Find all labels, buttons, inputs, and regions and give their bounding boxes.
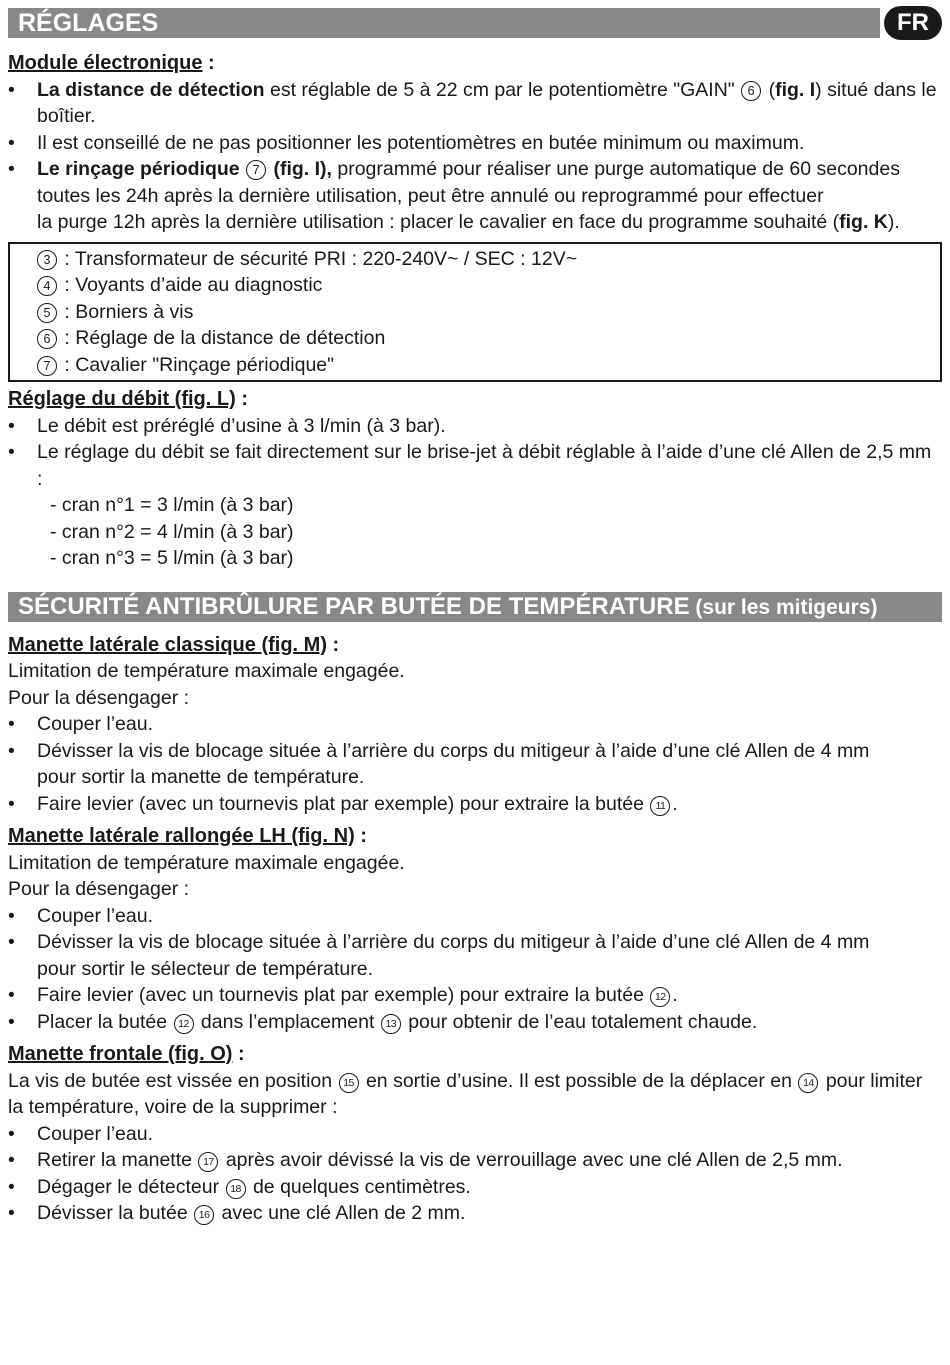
cran-item: - cran n°1 = 3 l/min (à 3 bar) — [50, 494, 294, 516]
cran-item: - cran n°3 = 5 l/min (à 3 bar) — [50, 547, 294, 569]
callout-number: 4 — [37, 276, 57, 296]
list-item: • Faire levier (avec un tournevis plat par exemple) pour extraire la butée 12 . — [8, 982, 942, 1009]
legend-item: 4 : Voyants d’aide au diagnostic — [36, 272, 940, 299]
list-item: • La distance de détection est réglable de 5 à 22 cm par le potentiomètre "GAIN" 6 (fig. I) situé dans le boîtier. — [8, 77, 942, 130]
callout-number: 11 — [650, 796, 670, 816]
paragraph: Pour la désengager : — [8, 878, 190, 900]
callout-number: 13 — [381, 1014, 401, 1034]
list-item: • Placer la butée 12 dans l’emplacement 13 pour obtenir de l’eau totalement chaude. — [8, 1009, 942, 1036]
callout-number: 14 — [798, 1073, 818, 1093]
legend-item: 7 : Cavalier "Rinçage périodique" — [36, 352, 940, 379]
heading-manette-rallongee: Manette latérale rallongée LH (fig. N) : — [8, 825, 367, 847]
list-item: • Le rinçage périodique 7 (fig. I), programmé pour réaliser une purge automatique de 60 secondes toutes les 24h après la dernière utilisation, peut être annulé ou reprogrammé pour effectuer la purge 12h après la dernière utilisation : placer le cavalier en face du programme souhaité (fig. K). — [8, 156, 942, 236]
cran-item: - cran n°2 = 4 l/min (à 3 bar) — [50, 520, 294, 543]
language-badge: FR — [884, 6, 942, 40]
rallongee-list — [8, 903, 942, 1036]
callout-number: 15 — [339, 1073, 359, 1093]
callout-number: 7 — [246, 160, 266, 180]
list-item: • Couper l’eau. — [8, 903, 942, 930]
callout-number: 7 — [37, 356, 57, 376]
legend-item: 3 : Transformateur de sécurité PRI : 220-240V~ / SEC : 12V~ — [36, 246, 940, 273]
legend-box — [8, 242, 942, 383]
list-item: • Dévisser la vis de blocage située à l’arrière du corps du mitigeur à l’aide d’une clé Allen de 4 mm pour sortir la manette de température. — [8, 738, 942, 791]
frontale-list — [8, 1121, 942, 1227]
legend-item: 5 : Borniers à vis — [36, 299, 940, 326]
list-item: • Le réglage du débit se fait directement sur le brise-jet à débit réglable à l’aide d’une clé Allen de 2,5 mm : — [8, 439, 942, 492]
list-item: • Faire levier (avec un tournevis plat par exemple) pour extraire la butée 11 . — [8, 791, 942, 818]
list-item: • Il est conseillé de ne pas positionner les potentiomètres en butée minimum ou maximum. — [8, 130, 942, 157]
paragraph: Pour la désengager : — [8, 686, 190, 709]
callout-number: 6 — [37, 329, 57, 349]
callout-number: 16 — [194, 1205, 214, 1225]
section-title-securite-antibrulure: SÉCURITÉ ANTIBRÛLURE PAR BUTÉE DE TEMPÉRATURE (sur les mitigeurs) — [8, 592, 942, 622]
paragraph: La vis de butée est vissée en position 15 en sortie d’usine. Il est possible de la déplacer en 14 pour limiter — [8, 1069, 923, 1092]
heading-manette-classique: Manette latérale classique (fig. M) : — [8, 633, 340, 656]
callout-number: 5 — [37, 303, 57, 323]
callout-number: 18 — [226, 1179, 246, 1199]
callout-number: 12 — [174, 1014, 194, 1034]
callout-number: 12 — [650, 987, 670, 1007]
list-item: • Dégager le détecteur 18 de quelques centimètres. — [8, 1174, 942, 1201]
module-list — [8, 77, 942, 236]
paragraph: Limitation de température maximale engagée. — [8, 851, 405, 874]
debit-list — [8, 413, 942, 493]
list-item: • Couper l’eau. — [8, 711, 942, 738]
heading-reglage-debit: Réglage du débit (fig. L) : — [8, 388, 248, 410]
list-item: • Retirer la manette 17 après avoir dévissé la vis de verrouillage avec une clé Allen de 2,5 mm. — [8, 1147, 942, 1174]
classique-list — [8, 711, 942, 817]
document-page — [8, 8, 942, 1227]
list-item: • Dévisser la vis de blocage située à l’arrière du corps du mitigeur à l’aide d’une clé Allen de 4 mm pour sortir le sélecteur de température. — [8, 929, 942, 982]
heading-manette-frontale: Manette frontale (fig. O) : — [8, 1043, 245, 1065]
callout-number: 17 — [198, 1152, 218, 1172]
list-item: • Le débit est préréglé d’usine à 3 l/min (à 3 bar). — [8, 413, 942, 440]
callout-number: 3 — [37, 250, 57, 270]
paragraph: Limitation de température maximale engagée. — [8, 660, 405, 682]
section-title-reglages: RÉGLAGES — [8, 8, 880, 38]
callout-number: 6 — [741, 81, 761, 101]
paragraph: la température, voire de la supprimer : — [8, 1096, 338, 1118]
legend-item: 6 : Réglage de la distance de détection — [36, 325, 940, 352]
list-item: • Dévisser la butée 16 avec une clé Allen de 2 mm. — [8, 1200, 942, 1227]
heading-module-electronique: Module électronique : — [8, 52, 215, 74]
list-item: • Couper l’eau. — [8, 1121, 942, 1148]
